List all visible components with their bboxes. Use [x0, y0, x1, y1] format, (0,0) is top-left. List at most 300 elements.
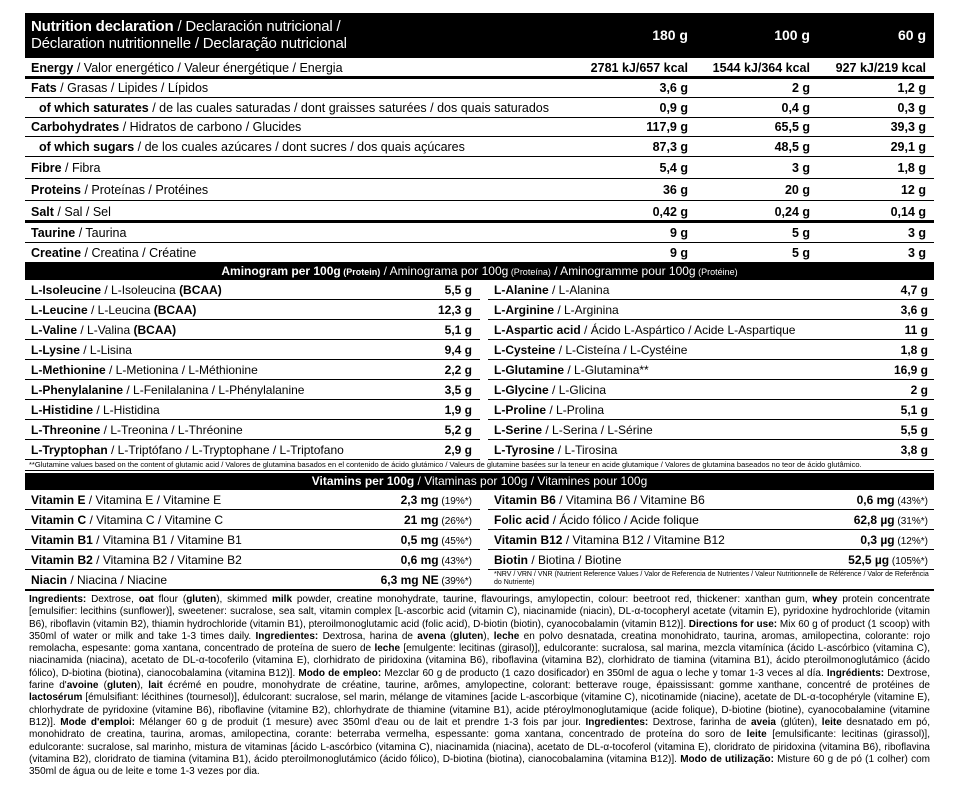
value-100g: 0,24 g [774, 205, 810, 219]
value-180g: 117,9 g [646, 120, 688, 134]
vitamin-row [25, 530, 934, 550]
vitamin-name: Vitamin E [31, 493, 86, 507]
amino-translations: / L-Glutamina** [564, 363, 649, 377]
vitamin-translations: / Biotina / Biotine [528, 553, 622, 567]
amino-name: L-Isoleucine [31, 283, 102, 297]
nutrient-translations: / Valor energético / Valeur énergétique / Energia [73, 61, 343, 75]
niacin-nrv: (39%*) [438, 576, 472, 587]
niacin-cell [25, 570, 480, 590]
amino-value: 3,8 g [900, 443, 928, 457]
value-100g: 65,5 g [774, 120, 810, 134]
ingredients-text [25, 591, 934, 778]
amino-name: L-Proline [494, 403, 547, 417]
ingredient-emphasis: milk [272, 594, 293, 605]
value-100g: 20 g [784, 183, 810, 197]
amino-value: 9,4 g [444, 343, 472, 357]
aminogram-band-fr: / Aminogramme pour 100g [550, 264, 696, 278]
amino-label [31, 400, 160, 420]
amino-name: L-Arginine [494, 303, 554, 317]
ingredient-text: Mezclar 60 g de producto (1 cazo dosificador) en 350ml de agua o leche y tomar 1-3 veces al día. [381, 667, 827, 679]
ingredient-text: [émulsifiant: lécithines (tournesol)], édulcorant: sucralose, sel marin, mélange de vitamines [acide L-ascorbique (vitamine C), nicotinamide (niacine), acetate de DL-α-tocophéryle (vitamine E), chlorhydrate de pyridoxine (vitamine B6), riboflavine (vitamine B2), chlorhydrate de thiamine (vitamine B1), acide ptéroylmonoglutamique (acide folique), D-biotine (biotine), cyanocobalamine (vitamine B12)]. [29, 692, 930, 728]
vitamin-amount [848, 550, 928, 572]
amino-name: L-Glycine [494, 383, 549, 397]
value-180g: 9 g [669, 246, 688, 260]
vitamin-name: Vitamin C [31, 513, 87, 527]
bcaa-tag: (BCAA) [179, 283, 222, 297]
nutrition-label [25, 13, 934, 778]
vitamin-cell-left [25, 510, 480, 530]
nutrient-row [25, 118, 934, 137]
vitamin-nrv: (19%*) [438, 496, 472, 507]
title-bold: Nutrition declaration [31, 18, 174, 35]
value-180g: 5,4 g [659, 161, 688, 175]
vitamin-cell-right [488, 550, 934, 570]
vitamin-value: 52,5 µg [848, 553, 890, 567]
amino-value: 4,7 g [900, 283, 928, 297]
nutrient-name: Proteins [31, 183, 82, 197]
vitamin-nrv: (43%*) [894, 496, 928, 507]
vitamin-name: Biotin [494, 553, 528, 567]
value-100g: 0,4 g [781, 101, 810, 115]
nutrient-name: of which saturates [39, 101, 149, 115]
amino-cell-right [488, 320, 934, 340]
amino-translations: / L-Isoleucina [101, 283, 180, 297]
vitamin-translations: / Vitamina B6 / Vitamine B6 [555, 493, 705, 507]
amino-label [494, 280, 609, 300]
nutrient-row [25, 137, 934, 157]
value-60g: 0,14 g [890, 205, 926, 219]
ingredient-text: Dextrose, [86, 594, 139, 605]
vitamin-value: 0,5 mg [400, 533, 439, 547]
amino-cell-left [25, 380, 480, 400]
amino-value: 2,2 g [444, 363, 472, 377]
vitamin-nrv: (12%*) [894, 536, 928, 547]
amino-name: L-Leucine [31, 303, 88, 317]
vitamin-name: Vitamin B1 [31, 533, 93, 547]
amino-value: 5,5 g [444, 283, 472, 297]
nutrient-label [31, 58, 343, 79]
amino-value: 3,5 g [444, 383, 472, 397]
aminogram-band-bold: Aminogram per 100g [221, 264, 341, 278]
value-180g: 0,9 g [659, 101, 688, 115]
amino-cell-right [488, 380, 934, 400]
ingredient-emphasis: Modo de empleo: [298, 667, 382, 679]
ingredient-emphasis: Ingredients: [29, 594, 87, 605]
ingredient-text: Dextrose, farinha de [648, 716, 751, 728]
nutrient-table [25, 58, 934, 263]
ingredient-emphasis: gluten [106, 680, 137, 692]
amino-cell-left [25, 340, 480, 360]
amino-row [25, 400, 934, 420]
amino-name: L-Tyrosine [494, 443, 555, 457]
amino-name: L-Methionine [31, 363, 106, 377]
nutrient-name: Energy [31, 61, 74, 75]
value-60g: 3 g [907, 226, 926, 240]
amino-row [25, 380, 934, 400]
value-100g: 5 g [791, 226, 810, 240]
ingredient-emphasis: gluten [186, 594, 217, 605]
vitamins-header [25, 473, 934, 490]
amino-cell-left [25, 400, 480, 420]
vitamin-translations: / Vitamina E / Vitamine E [85, 493, 222, 507]
aminogram-band-fr-small: (Protéine) [695, 267, 738, 277]
amino-cell-right [488, 340, 934, 360]
bcaa-tag: (BCAA) [133, 323, 177, 337]
nutrient-translations: / Taurina [75, 226, 127, 240]
vitamin-translations: / Vitamina B12 / Vitamine B12 [562, 533, 725, 547]
amino-name: L-Threonine [31, 423, 101, 437]
vitamin-label [494, 510, 699, 530]
vitamin-amount [401, 490, 472, 512]
amino-row [25, 420, 934, 440]
amino-value: 5,1 g [900, 403, 928, 417]
ingredient-text: ), [483, 630, 494, 642]
amino-translations: / L-Metionina / L-Méthionine [105, 363, 258, 377]
amino-label [494, 380, 606, 400]
ingredient-text: (glúten), [776, 716, 822, 728]
bcaa-tag: (BCAA) [153, 303, 197, 317]
nutrient-label [31, 223, 126, 243]
nutrient-label [31, 179, 208, 201]
ingredient-emphasis: aveia [750, 716, 776, 728]
ingredient-emphasis: avoine [66, 680, 99, 692]
nutrient-label [39, 137, 465, 157]
ingredient-emphasis: Mode d'emploi: [60, 716, 135, 728]
amino-value: 1,9 g [444, 403, 472, 417]
ingredient-emphasis: Ingrédients: [826, 667, 885, 679]
vitamin-amount [401, 550, 472, 572]
vitamin-cell-left [25, 530, 480, 550]
vitamin-row [25, 510, 934, 530]
amino-label [494, 400, 604, 420]
nutrient-translations: / Fibra [61, 161, 101, 175]
amino-translations: / L-Treonina / L-Thréonine [100, 423, 243, 437]
nutrient-label [31, 243, 196, 263]
value-60g: 1,2 g [897, 81, 926, 95]
nutrient-row [25, 98, 934, 118]
vitamin-nrv: (26%*) [438, 516, 472, 527]
ingredient-text: powder, creatine monohydrate, taurine, flavourings, amylopectin, colour: beetroot red, thickener: xanthan gum, [292, 594, 813, 605]
ingredient-emphasis: whey [812, 594, 838, 605]
nutrient-row [25, 157, 934, 179]
amino-cell-right [488, 280, 934, 300]
amino-value: 11 g [904, 323, 928, 337]
amino-label [31, 380, 304, 400]
amino-translations: / L-Leucina [87, 303, 154, 317]
nutrient-translations: / Grasas / Lipides / Lípidos [56, 81, 209, 95]
nutrient-translations: / Proteínas / Protéines [81, 183, 209, 197]
vitamin-label [31, 530, 242, 550]
ingredient-text: desnatado em pó, monohidrato de creatina, taurina, aromas, amilopectina, corante: beterraba vermelha, espessante: goma xantana, concentrado de proteína do soro de [29, 716, 930, 741]
amino-translations: / L-Cisteína / L-Cystéine [555, 343, 688, 357]
vitamin-value: 62,8 µg [853, 513, 895, 527]
ingredient-text: écrémé en poudre, monohydrate de créatine, taurine, arômes, amylopectine, colorant: betterave rouge, épaississant: gomme xanthane, concentré de protéines de [162, 680, 930, 692]
vitamin-cell-right [488, 530, 934, 550]
ingredient-text: ( [98, 680, 107, 692]
amino-translations: / L-Fenilalanina / L-Phénylalanine [123, 383, 305, 397]
ingredient-text: ( [445, 630, 454, 642]
ingredient-emphasis: Directions for use: [688, 618, 778, 630]
nutrient-label [31, 79, 208, 98]
value-60g: 29,1 g [890, 140, 926, 154]
aminogram-grid [25, 280, 934, 460]
amino-row [25, 440, 934, 460]
amino-label [494, 440, 617, 460]
vitamin-value: 21 mg [403, 513, 439, 527]
amino-value: 5,1 g [444, 323, 472, 337]
nutrient-row [25, 58, 934, 79]
amino-name: L-Valine [31, 323, 78, 337]
niacin-value: 6,3 mg NE [380, 573, 439, 587]
ingredient-text: ), [136, 680, 149, 692]
amino-label [31, 420, 243, 440]
vitamin-amount [860, 530, 928, 552]
label-title [31, 18, 591, 52]
amino-row [25, 360, 934, 380]
column-header-100g: 100 g [774, 27, 810, 43]
amino-name: L-Aspartic acid [494, 323, 581, 337]
amino-value: 1,8 g [900, 343, 928, 357]
ingredient-text: flour ( [153, 594, 187, 605]
vitamin-name: Folic acid [494, 513, 550, 527]
column-header-60g: 60 g [897, 27, 926, 43]
vitamins-band-rest: / Vitaminas por 100g / Vitamines pour 100g [414, 474, 648, 488]
amino-cell-left [25, 300, 480, 320]
vitamin-cell-right [488, 510, 934, 530]
vitamin-label [31, 550, 242, 570]
ingredient-emphasis: leche [374, 643, 401, 655]
amino-cell-right [488, 420, 934, 440]
vitamin-value: 0,3 µg [860, 533, 895, 547]
vitamin-label [31, 510, 223, 530]
vitamin-translations: / Vitamina C / Vitamine C [86, 513, 224, 527]
amino-name: L-Phenylalanine [31, 383, 124, 397]
nutrient-label [31, 201, 111, 223]
nutrient-row [25, 179, 934, 201]
amino-cell-left [25, 440, 480, 460]
vitamin-translations: / Vitamina B2 / Vitamine B2 [92, 553, 242, 567]
ingredient-emphasis: lait [148, 680, 163, 692]
nutrient-name: Creatine [31, 246, 82, 260]
amino-value: 5,2 g [444, 423, 472, 437]
ingredient-text: Mélanger 60 g de produit (1 mesure) avec 350ml d'eau ou de lait et prendre 1-3 fois par jour. [134, 716, 586, 728]
amino-label [31, 280, 222, 300]
ingredient-emphasis: Ingredientes: [255, 630, 319, 642]
amino-name: L-Cysteine [494, 343, 556, 357]
vitamin-cell-left [25, 490, 480, 510]
value-100g: 5 g [791, 246, 810, 260]
vitamin-nrv: (105%*) [889, 556, 928, 567]
amino-translations: / L-Lisina [79, 343, 132, 357]
amino-cell-right [488, 360, 934, 380]
value-60g: 1,8 g [897, 161, 926, 175]
amino-row [25, 340, 934, 360]
amino-translations: / L-Triptófano / L-Tryptophane / L-Triptofano [107, 443, 344, 457]
amino-value: 2,9 g [444, 443, 472, 457]
amino-translations: / L-Serina / L-Sérine [542, 423, 653, 437]
vitamin-amount [854, 510, 928, 532]
niacin-row [25, 570, 934, 591]
value-180g: 36 g [662, 183, 688, 197]
amino-value: 12,3 g [437, 303, 472, 317]
vitamin-translations: / Ácido fólico / Acide folique [549, 513, 699, 527]
label-header [25, 13, 934, 58]
vitamin-name: Vitamin B12 [494, 533, 563, 547]
ingredient-emphasis: lactosérum [29, 692, 83, 704]
vitamin-row [25, 550, 934, 570]
nutrient-row [25, 223, 934, 243]
value-60g: 927 kJ/219 kcal [835, 61, 926, 75]
amino-label [494, 320, 795, 340]
amino-translations: / L-Prolina [546, 403, 605, 417]
ingredient-emphasis: avena [417, 630, 446, 642]
nutrient-label [39, 98, 549, 118]
vitamin-cell-left [25, 550, 480, 570]
amino-cell-left [25, 320, 480, 340]
amino-cell-right [488, 300, 934, 320]
amino-row [25, 280, 934, 300]
nutrient-translations: / de los cuales azúcares / dont sucres / dos quais açúcares [134, 140, 465, 154]
amino-cell-left [25, 420, 480, 440]
vitamin-amount [404, 510, 472, 532]
value-180g: 0,42 g [652, 205, 688, 219]
ingredient-emphasis: oat [138, 594, 154, 605]
nutrient-translations: / Sal / Sel [53, 205, 111, 219]
amino-value: 2 g [910, 383, 928, 397]
amino-translations: / L-Glicina [548, 383, 607, 397]
amino-name: L-Lysine [31, 343, 80, 357]
value-100g: 1544 kJ/364 kcal [712, 61, 810, 75]
amino-translations: / L-Histidina [93, 403, 160, 417]
title-rest: / Declaración nutricional / [173, 18, 341, 35]
amino-row [25, 300, 934, 320]
vitamin-nrv: (31%*) [894, 516, 928, 527]
amino-cell-left [25, 360, 480, 380]
nutrient-name: Fibre [31, 161, 62, 175]
vitamin-label [494, 530, 725, 550]
aminogram-band-bold-small: (Protein) [340, 267, 381, 277]
amino-name: L-Glutamine [494, 363, 565, 377]
vitamin-value: 2,3 mg [400, 493, 439, 507]
vitamin-label [494, 550, 621, 570]
amino-row [25, 320, 934, 340]
amino-name: L-Tryptophan [31, 443, 108, 457]
nutrient-row [25, 79, 934, 98]
ingredient-text: Misture 60 g de pó (1 colher) com 350ml de água ou de leite e tome 1-3 vezes por dia. [29, 753, 930, 778]
amino-cell-left [25, 280, 480, 300]
vitamin-value: 0,6 mg [856, 493, 895, 507]
nutrient-label [31, 157, 100, 179]
amino-name: L-Alanine [494, 283, 549, 297]
amino-label [31, 440, 344, 460]
vitamin-amount [401, 530, 472, 552]
niacin-translations: / Niacina / Niacine [67, 573, 168, 587]
vitamin-nrv: (45%*) [438, 536, 472, 547]
amino-label [494, 340, 687, 360]
ingredient-emphasis: gluten [453, 630, 484, 642]
amino-cell-right [488, 440, 934, 460]
amino-translations: / Ácido L-Aspártico / Acide L-Aspartique [580, 323, 796, 337]
value-60g: 3 g [907, 246, 926, 260]
vitamin-name: Vitamin B2 [31, 553, 93, 567]
vitamin-value: 0,6 mg [400, 553, 439, 567]
nutrient-name: Salt [31, 205, 54, 219]
amino-label [494, 420, 653, 440]
ingredient-emphasis: leite [821, 716, 842, 728]
value-100g: 48,5 g [774, 140, 810, 154]
value-60g: 0,3 g [897, 101, 926, 115]
amino-label [31, 360, 258, 380]
amino-cell-right [488, 400, 934, 420]
nutrient-name: of which sugars [39, 140, 135, 154]
nutrient-name: Carbohydrates [31, 120, 120, 134]
nutrient-row [25, 243, 934, 263]
vitamin-label [494, 490, 705, 510]
vitamin-name: Vitamin B6 [494, 493, 556, 507]
glutamine-footnote: **Glutamine values based on the content of glutamic acid / Valores de glutamina basados en el contenido de ácido glutámico / Valeurs de glutamine basées sur la teneur en acide glutamique / Valores de glutamina baseados no teor de ácido glutâmico. [25, 460, 934, 471]
ingredient-text: Dextrose, farine d' [29, 667, 930, 692]
amino-label [31, 300, 196, 320]
aminogram-band-es: / Aminograma por 100g [380, 264, 509, 278]
nutrient-label [31, 118, 301, 137]
amino-translations: / L-Alanina [548, 283, 610, 297]
nutrient-translations: / Hidratos de carbono / Glucides [119, 120, 302, 134]
value-100g: 2 g [791, 81, 810, 95]
vitamin-translations: / Vitamina B1 / Vitamine B1 [92, 533, 242, 547]
column-header-180g: 180 g [652, 27, 688, 43]
value-100g: 3 g [791, 161, 810, 175]
ingredient-text: Dextrosa, harina de [318, 630, 418, 642]
nutrient-name: Taurine [31, 226, 76, 240]
aminogram-header [25, 263, 934, 280]
vitamins-grid [25, 490, 934, 570]
value-180g: 9 g [669, 226, 688, 240]
vitamin-cell-right [488, 490, 934, 510]
niacin-name: Niacin [31, 573, 68, 587]
amino-value: 3,6 g [900, 303, 928, 317]
value-180g: 3,6 g [659, 81, 688, 95]
amino-label [494, 300, 619, 320]
amino-name: L-Serine [494, 423, 543, 437]
amino-translations: / L-Valina [77, 323, 134, 337]
vitamins-band-bold: Vitamins per 100g [311, 474, 415, 488]
ingredient-text: [emulsificante: lecitinas (girassol)], edulcorante: sucralose, sal marinho, mistura de vitaminas [ácido L-ascórbico (vitamina C), niacinamida (niacina), acetato de DL-α-tocoferol (vitamina E), cloridrato de piridoxina (vitamina B6), riboflavina (vitamina B2), cloridrato de tiamina (vitamina B1), ácido pteroilmonoglutámico (ácido fólico), D-biotina (biotina), cianocobalamina (vitamina B12)]. [29, 729, 930, 765]
nutrient-name: Fats [31, 81, 57, 95]
nutrient-row [25, 201, 934, 223]
aminogram-band-es-small: (Proteína) [508, 267, 551, 277]
amino-name: L-Histidine [31, 403, 93, 417]
amino-label [31, 320, 176, 340]
vitamin-nrv: (43%*) [438, 556, 472, 567]
amino-label [31, 340, 132, 360]
nutrient-translations: / Creatina / Créatine [81, 246, 197, 260]
amino-value: 5,5 g [900, 423, 928, 437]
nutrient-translations: / de las cuales saturadas / dont graisses saturées / dos quais saturados [148, 101, 549, 115]
ingredient-emphasis: leche [493, 630, 520, 642]
ingredient-text: Mix 60 g of product (1 scoop) with 350ml of water or milk and take 1-3 times daily. [29, 618, 930, 642]
amino-translations: / L-Arginina [554, 303, 619, 317]
amino-value: 16,9 g [893, 363, 928, 377]
ingredient-text: [emulgente: lecitinas (girasol)], edulcorante: sucralosa, sal marina, mezcla vitamínica (ácido L-ascórbico (vitamina C), niacinamida (niacina), acetato de DL-α-tocoferilo (vitamina E), clorhidrato de piridoxina (vitamina B6), riboflavina (vitamina B2), clorhidrato de tiamina (vitamina B1), ácido pteroilmonoglutámico (ácido fólico), D-biotina (biotina), cianocobalamina (vitamina B12)]. [29, 643, 930, 679]
ingredient-text: protein concentrate [emulsifier: lecithins (sunflower)], sweetener: sucralose, sea salt, vitamin complex [L-ascorbic acid (vitamin C), niacinamide (niacin), DL-α-tocopheryl acetate (vitamin E), pyridoxine hydrochloride (vitamin B6), riboflavin (vitamin B2), thiamin hydrochloride (vitamin B1), pteroilmonoglutamic acid (folic acid), D-biotin (biotin), cyanocobalamin (vitamin B12)]. [29, 594, 931, 630]
value-60g: 39,3 g [890, 120, 926, 134]
nrv-note: *NRV / VRN / VNR (Nutrient Reference Values / Valor de Referencia de Nutrientes / Valeur Nutritionnelle de Référence / Valor de Referência do Nutriente) [494, 571, 929, 586]
vitamin-row [25, 490, 934, 510]
ingredient-emphasis: Ingredientes: [585, 716, 649, 728]
vitamin-label [31, 490, 221, 510]
value-180g: 87,3 g [652, 140, 688, 154]
title-line2: Déclaration nutritionnelle / Declaração nutricional [31, 35, 347, 52]
